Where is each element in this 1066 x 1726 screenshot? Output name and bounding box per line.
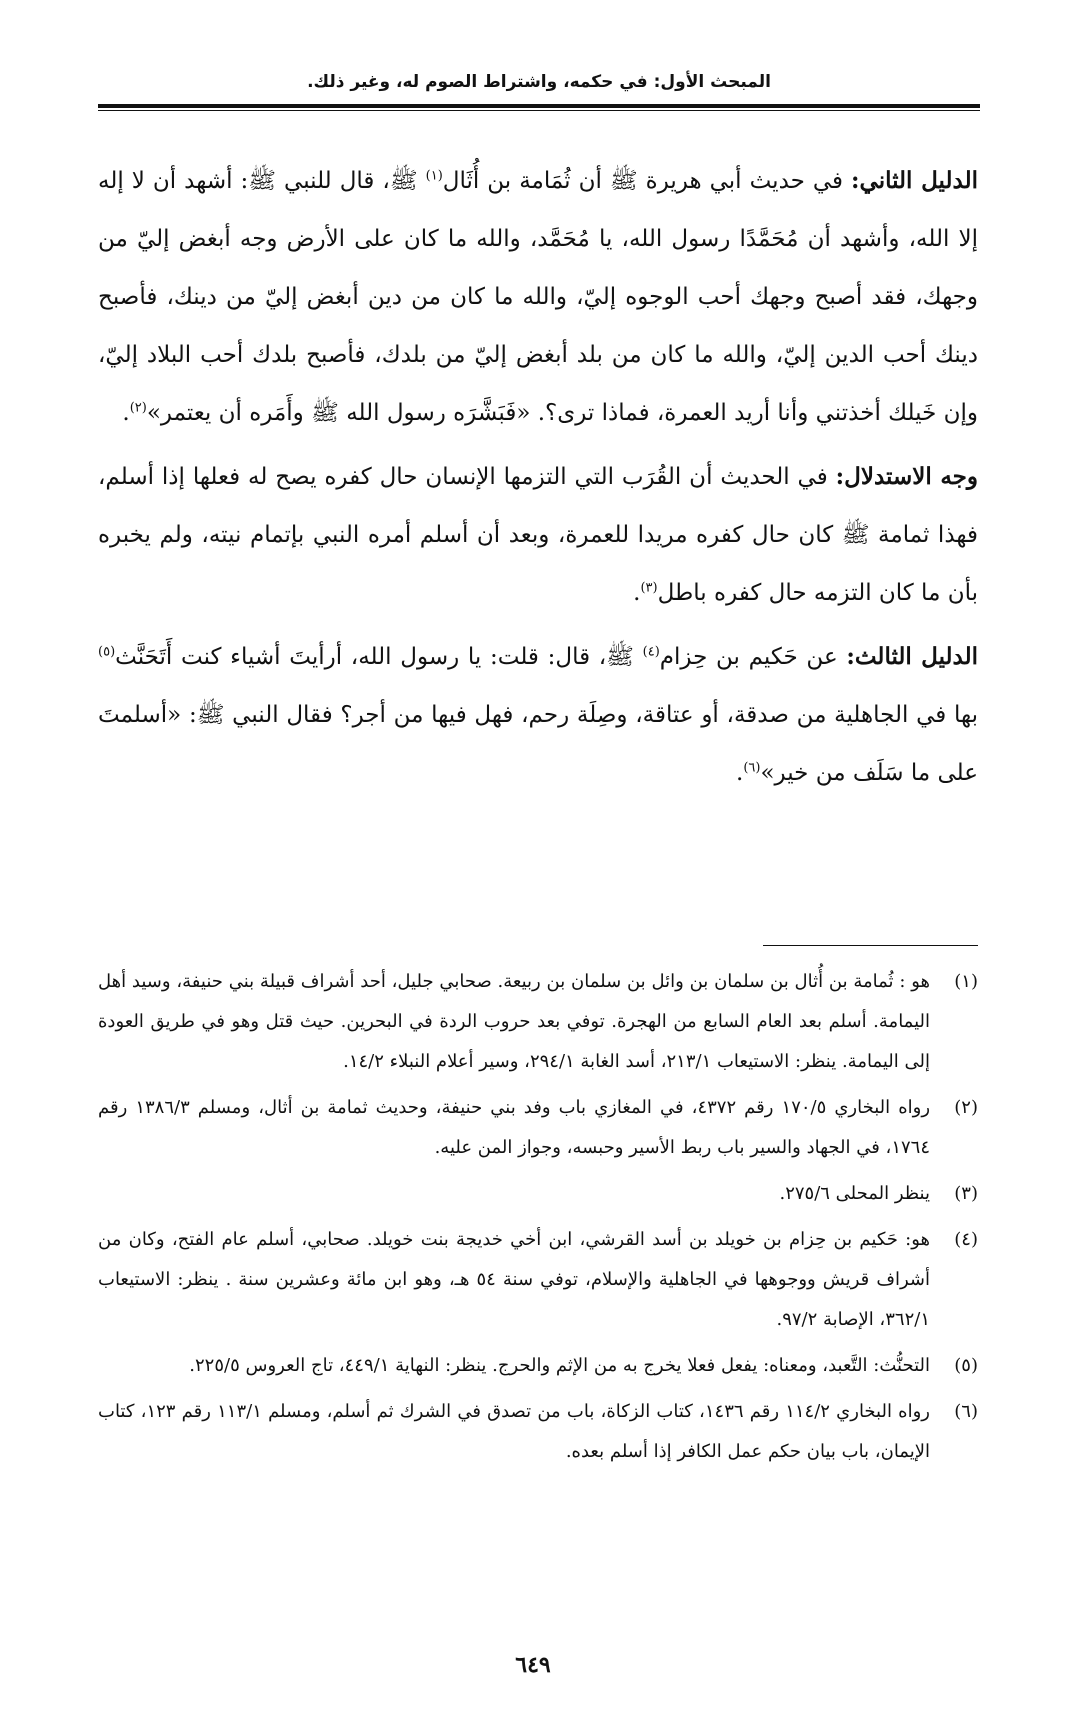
footnote-text: رواه البخاري ١١٤/٢ رقم ١٤٣٦، كتاب الزكاة، باب من تصدق في الشرك ثم أسلم، ومسلم ١١٣/١ رقم ١٢٣، كتاب الإيمان، باب بيان حكم عمل الكافر إذا أسلم بعده.: [98, 1401, 930, 1462]
paragraph-text: ﷺ، قال: قلت: يا رسول الله، أرأيتَ أشياء كنت أَتَحَنَّث: [115, 644, 643, 670]
paragraph-text: .: [736, 760, 744, 786]
paragraph-text: في الحديث أن القُرَب التي التزمها الإنسان حال كفره يصح له فعلها إذا أسلم، فهذا ثمامة ﷺ كان حال كفره مريدا للعمرة، وبعد أن أسلم أمره النبي بإتمام نيته، ولم يخبره بأن ما كان التزمه حال كفره باطل: [98, 464, 978, 606]
footnote-number: (١): [954, 971, 978, 992]
footnote-text: هو: حَكيم بن حِزام بن خويلد بن أسد القرشي، ابن أخي خديجة بنت خويلد. صحابي، أسلم عام الفتح، وكان من أشراف قريش ووجوهها في الجاهلية والإسلام، توفي سنة ٥٤ هـ، وهو ابن مائة وعشرين سنة . ينظر: الاستيعاب ٣٦٢/١، الإصابة ٩٧/٢.: [98, 1229, 930, 1330]
footnote: [98, 1220, 978, 1340]
footnote: [98, 1392, 978, 1472]
footnote-number: (٥): [954, 1355, 978, 1376]
paragraph-text: .: [122, 400, 130, 426]
paragraph-third-evidence: [98, 628, 978, 802]
header-rule-thin: [98, 110, 980, 111]
paragraph-heading: الدليل الثاني:: [851, 167, 978, 194]
footnotes: [98, 962, 978, 1478]
footnote-separator: [763, 945, 978, 946]
footnote-ref[interactable]: (١): [425, 168, 443, 184]
footnote-ref[interactable]: (٦): [743, 760, 761, 776]
header-rule-thick: [98, 104, 980, 108]
running-header: المبحث الأول: في حكمه، واشتراط الصوم له، وغير ذلك.: [307, 72, 771, 92]
footnote: [98, 1346, 978, 1386]
main-text: [98, 152, 978, 808]
footnote-text: رواه البخاري ١٧٠/٥ رقم ٤٣٧٢، في المغازي باب وفد بني حنيفة، وحديث ثمامة بن أثال، ومسلم ١٣٨٦/٣ رقم ١٧٦٤، في الجهاد والسير باب ربط الأسير وحبسه، وجواز المن عليه.: [98, 1097, 931, 1158]
footnote-ref[interactable]: (٣): [640, 580, 658, 596]
footnote-number: (٣): [954, 1183, 978, 1204]
paragraph-text: عن حَكيم بن حِزام: [659, 644, 847, 670]
paragraph-text: .: [633, 580, 641, 606]
footnote: [98, 962, 978, 1082]
footnote-text: ينظر المحلى ٢٧٥/٦.: [779, 1183, 930, 1204]
footnote-number: (٤): [954, 1229, 978, 1250]
footnote-ref[interactable]: (٤): [642, 644, 660, 660]
paragraph-inference: [98, 448, 978, 622]
paragraph-text: ﷺ، قال للنبي ﷺ: أشهد أن لا إله إلا الله، وأشهد أن مُحَمَّدًا رسول الله، يا مُحَمَّد، والله ما كان على الأرض وجه أبغض إليّ من وجهك، فقد أصبح وجهك أحب الوجوه إليّ، والله ما كان من دين أبغض إليّ من دينك، فأصبح دينك أحب الدين إليّ، والله ما كان من بلد أبغض إليّ من بلدك، فأصبح بلدك أحب البلاد إليّ، وإن خَيلك أخذتني وأنا أريد العمرة، فماذا ترى؟. «فَبَشَّرَه رسول الله ﷺ وأَمَره أن يعتمر»: [98, 168, 978, 426]
footnote: [98, 1174, 978, 1214]
footnote-text: هو : ثُمامة بن أُثال بن سلمان بن وائل بن سلمان بن ربيعة. صحابي جليل، أحد أشراف قبيلة بني حنيفة، وسيد أهل اليمامة. أسلم بعد العام السابع من الهجرة. توفي بعد حروب الردة في البحرين. حيث قتل وهو في طريق العودة إلى اليمامة. ينظر: الاستيعاب ٢١٣/١، أسد الغابة ٢٩٤/١، وسير أعلام النبلاء ١٤/٢.: [98, 971, 930, 1072]
paragraph-heading: الدليل الثالث:: [846, 643, 979, 670]
footnote-number: (٢): [954, 1097, 978, 1118]
paragraph-text: بها في الجاهلية من صدقة، أو عتاقة، وصِلَة رحم، فهل فيها من أجر؟ فقال النبي ﷺ: «أسلمتَ على ما سَلَف من خير»: [98, 702, 978, 786]
footnote-ref[interactable]: (٥): [98, 644, 116, 660]
paragraph-second-evidence: [98, 152, 978, 442]
footnote-text: التحنُّث: التَّعبد، ومعناه: يفعل فعلا يخرج به من الإثم والحرج. ينظر: النهاية ٤٤٩/١، تاج العروس ٢٢٥/٥.: [189, 1355, 930, 1376]
footnote: [98, 1088, 978, 1168]
footnote-number: (٦): [954, 1401, 978, 1422]
paragraph-heading: وجه الاستدلال:: [835, 463, 978, 490]
footnote-ref[interactable]: (٢): [129, 400, 147, 416]
page-number: ٦٤٩: [515, 1652, 551, 1678]
paragraph-text: في حديث أبي هريرة ﷺ أن ثُمَامة بن أُثَال: [442, 168, 852, 194]
